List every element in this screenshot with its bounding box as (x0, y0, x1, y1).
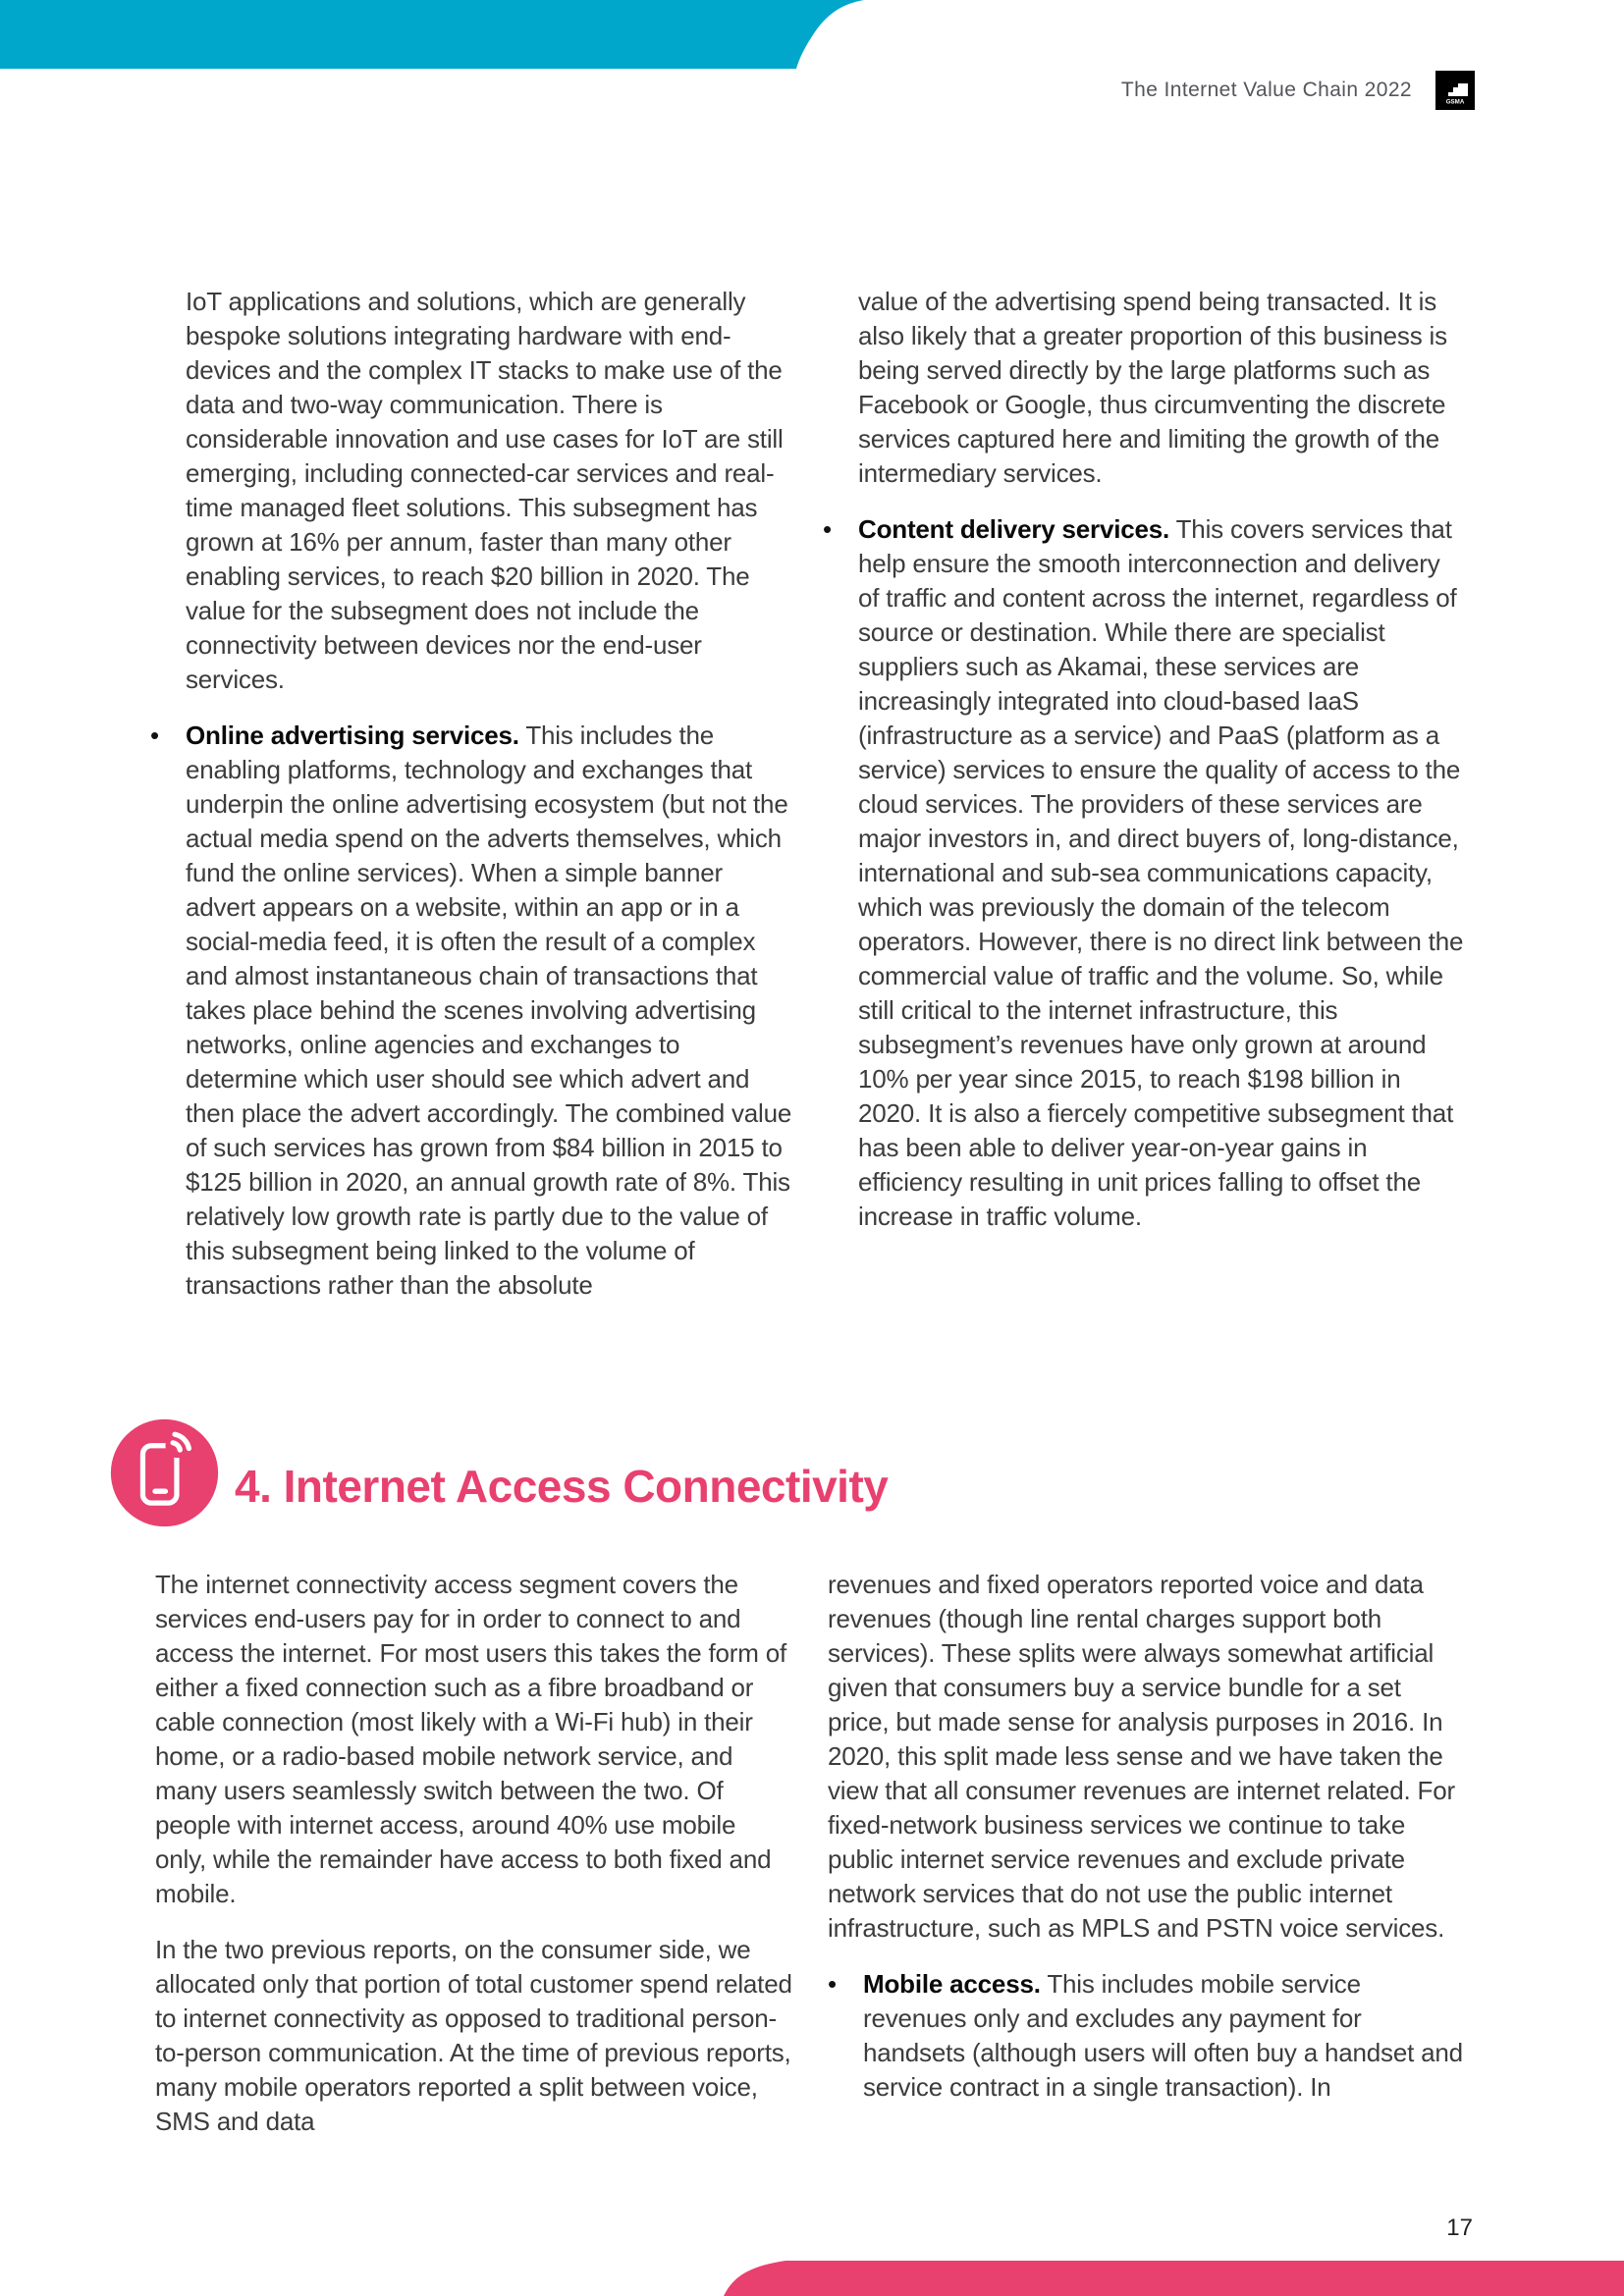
lower-left-column (155, 1568, 793, 2139)
section-heading (108, 1416, 888, 1529)
bullet-paragraph (863, 1967, 1466, 2105)
bullet-marker: • (828, 1969, 837, 1999)
paragraph: The internet connectivity access segment covers the services end-users pay for in order to connect to and access the internet. For most users this takes the form of either a fixed connection such as a fibre broadband or cable connection (most likely with a Wi-Fi hub) in their home, or a radio-based mobile network service, and many users seamlessly switch between the two. Of people with internet access, around 40% use mobile only, while the remainder have access to both fixed and mobile. (155, 1570, 786, 1908)
lower-right-column (828, 1568, 1466, 2105)
bullet-text: This includes mobile service revenues only and excludes any payment for handsets (although users will often buy a handset and service contract in a single transaction). In (863, 1969, 1463, 2102)
report-title: The Internet Value Chain 2022 (1120, 79, 1412, 101)
top-swoosh-decoration (0, 0, 864, 69)
bullet-lead: Content delivery services. (858, 514, 1170, 544)
upper-left-column (150, 285, 793, 1303)
paragraph: value of the advertising spend being transacted. It is also likely that a greater proportion of this business is being served directly by the large platforms such as Facebook or Google, thus circumventing the discrete services captured here and limiting the growth of the intermediary services. (858, 287, 1447, 488)
bullet-text: This covers services that help ensure the smooth interconnection and delivery of traffic and content across the internet, regardless of source or destination. While there are specialist suppliers such as Akamai, these services are increasingly integrated into cloud-based IaaS (infrastructure as a service) and PaaS (platform as a service) services to ensure the quality of access to the cloud services. The providers of these services are major investors in, and direct buyers of, long-distance, international and sub-sea communications capacity, which was previously the domain of the telecom operators. However, there is no direct link between the commercial value of traffic and the volume. So, while still critical to the internet infrastructure, this subsegment’s revenues have only grown at around 10% per year since 2015, to reach $198 billion in 2020. It is also a fiercely competitive subsegment that has been able to deliver year-on-year gains in efficiency resulting in unit prices falling to offset the increase in traffic volume. (858, 514, 1464, 1231)
bottom-swoosh-decoration (0, 2261, 1624, 2296)
page-number: 17 (1446, 2215, 1473, 2241)
upper-right-column (823, 285, 1466, 1234)
mobile-phone-icon (108, 1416, 221, 1529)
bullet-item (828, 1967, 1466, 2105)
paragraph: IoT applications and solutions, which are generally bespoke solutions integrating hardware with end-devices and the complex IT stacks to make use of the data and two-way communication. There is considerable innovation and use cases for IoT are still emerging, including connected-car services and real-time managed fleet solutions. This subsegment has grown at 16% per annum, faster than many other enabling services, to reach $20 billion in 2020. The value for the subsegment does not include the connectivity between devices nor the end-user services. (186, 287, 784, 694)
bullet-lead: Online advertising services. (186, 721, 519, 750)
running-header (1121, 71, 1475, 110)
bullet-paragraph (186, 719, 793, 1303)
paragraph: revenues and fixed operators reported voice and data revenues (though line rental charges support both services). These splits were always somewhat artificial given that consumers buy a service bundle for a set price, but made sense for analysis purposes in 2016. In 2020, this split made less sense and we have taken the view that all consumer revenues are internet related. For fixed-network business services we continue to take public internet service revenues and exclude private network services that do not use the public internet infrastructure, such as MPLS and PSTN voice services. (828, 1570, 1455, 1943)
gsma-logo (1435, 71, 1475, 110)
bullet-item (150, 719, 793, 1303)
bullet-lead: Mobile access. (863, 1969, 1041, 1999)
bullet-text: This includes the enabling platforms, technology and exchanges that underpin the online advertising ecosystem (but not the actual media spend on the adverts themselves, which fund the online services). When a simple banner advert appears on a website, within an app or in a social-media feed, it is often the result of a complex and almost instantaneous chain of transactions that takes place behind the scenes involving advertising networks, online agencies and exchanges to determine which user should see which advert and then place the advert accordingly. The combined value of such services has grown from $84 billion in 2015 to $125 billion in 2020, an annual growth rate of 8%. This relatively low growth rate is partly due to the value of this subsegment being linked to the volume of transactions rather than the absolute (186, 721, 792, 1300)
section-title: 4. Internet Access Connectivity (235, 1460, 889, 1512)
bullet-paragraph (858, 512, 1466, 1234)
bullet-marker: • (823, 514, 832, 544)
bullet-marker: • (150, 721, 159, 750)
bullet-item (823, 512, 1466, 1234)
paragraph: In the two previous reports, on the consumer side, we allocated only that portion of total customer spend related to internet connectivity as opposed to traditional person-to-person communication. At the time of previous reports, many mobile operators reported a split between voice, SMS and data (155, 1935, 792, 2136)
gsma-logo-text: GSMA (1445, 98, 1465, 106)
